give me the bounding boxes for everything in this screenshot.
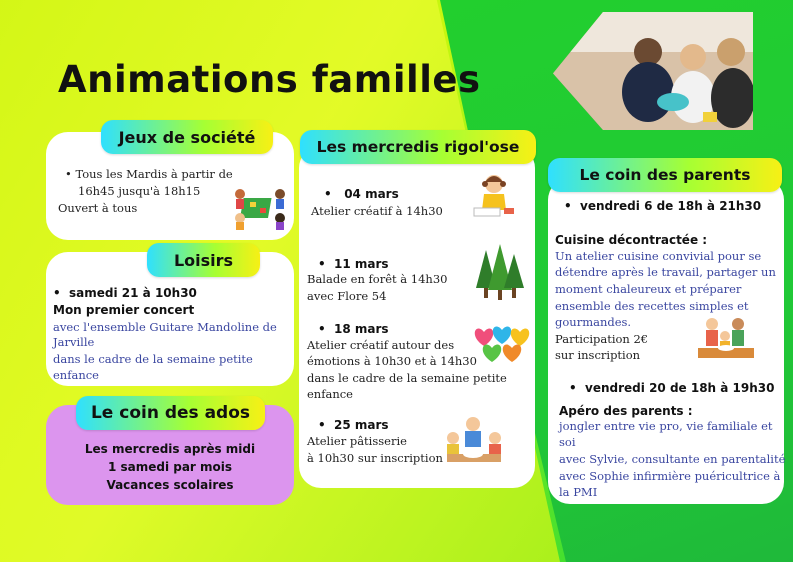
jeux-heading: Jeux de société	[101, 120, 273, 154]
parents-e3: avec Sylvie, consultante en parentalité	[559, 452, 786, 466]
parents-heading: Le coin des parents	[548, 158, 782, 192]
trees-icon	[474, 244, 524, 304]
ados-line3: Vacances scolaires	[106, 478, 234, 492]
board-game-icon	[232, 184, 288, 234]
parents-date2-text: vendredi 20 de 18h à 19h30	[585, 381, 775, 395]
parents-d6: Participation 2€	[555, 332, 649, 346]
pastry-workshop-icon	[443, 416, 505, 470]
loisirs-desc2: Jarville	[53, 335, 95, 349]
parents-date1-text: vendredi 6 de 18h à 21h30	[580, 199, 762, 213]
parents-d7: sur inscription	[555, 348, 641, 362]
parents-d4: ensemble des recettes simples et	[555, 299, 749, 313]
parents-e1: jongler entre vie pro, vie familiale et	[559, 419, 773, 433]
mercredi-line-2a: Balade en forêt à 14h30	[307, 272, 448, 286]
loisirs-desc1: avec l'ensemble Guitare Mandoline de	[53, 320, 277, 334]
parents-sub2: Apéro des parents :	[559, 404, 693, 418]
jeux-line1: • Tous les Mardis à partir de	[65, 167, 233, 181]
parents-d5: gourmandes.	[555, 315, 632, 329]
mercredi-date-3-text: 18 mars	[334, 322, 389, 336]
jeux-line1-text: Tous les Mardis à partir de	[75, 167, 233, 181]
jeux-line3: Ouvert à tous	[58, 201, 138, 215]
ados-heading: Le coin des ados	[76, 396, 265, 430]
page-title: Animations familles	[58, 58, 481, 101]
parents-d3: moment chaleureux et préparer	[555, 282, 742, 296]
mercredi-date-1: • 04 mars	[324, 187, 399, 201]
mercredi-date-2-text: 11 mars	[334, 257, 389, 271]
parents-d2: détendre après le travail, partager un	[555, 265, 776, 279]
parents-e4: avec Sophie infirmière puéricultrice à	[559, 469, 781, 483]
mercredi-line-1a: Atelier créatif à 14h30	[311, 204, 443, 218]
mercredi-line-4a: Atelier pâtisserie	[307, 434, 407, 448]
parents-e5: la PMI	[559, 485, 598, 499]
mercredi-date-2: • 11 mars	[318, 257, 389, 271]
mercredi-line-2b: avec Flore 54	[307, 289, 387, 303]
mercredi-date-1-text: 04 mars	[344, 187, 399, 201]
loisirs-desc3: dans le cadre de la semaine petite	[53, 352, 253, 366]
child-drawing-icon	[468, 172, 516, 222]
mercredis-heading: Les mercredis rigol'ose	[300, 130, 536, 164]
parents-date1: • vendredi 6 de 18h à 21h30	[564, 199, 762, 213]
mercredi-line-3d: enfance	[307, 387, 353, 401]
parents-e2: soi	[559, 435, 576, 449]
cooking-family-icon	[698, 316, 754, 366]
loisirs-event: Mon premier concert	[53, 303, 195, 317]
mercredi-line-3c: dans le cadre de la semaine petite	[307, 371, 507, 385]
parents-date2: • vendredi 20 de 18h à 19h30	[569, 381, 775, 395]
mercredi-line-3a: Atelier créatif autour des	[307, 338, 455, 352]
mercredi-date-4-text: 25 mars	[334, 418, 389, 432]
ados-line1: Les mercredis après midi	[84, 442, 256, 456]
loisirs-desc4: enfance	[53, 368, 99, 382]
loisirs-date-text: samedi 21 à 10h30	[69, 286, 197, 300]
mercredi-date-4: • 25 mars	[318, 418, 389, 432]
parents-sub1: Cuisine décontractée :	[555, 233, 708, 247]
loisirs-heading: Loisirs	[147, 243, 260, 277]
mercredi-line-3b: émotions à 10h30 et à 14h30	[307, 354, 477, 368]
mercredi-date-3: • 18 mars	[318, 322, 389, 336]
emotion-hearts-icon	[472, 322, 534, 368]
mercredi-line-4b: à 10h30 sur inscription	[307, 451, 443, 465]
parents-d1: Un atelier cuisine convivial pour se	[555, 249, 762, 263]
jeux-line2: 16h45 jusqu'à 18h15	[78, 184, 201, 198]
loisirs-date: • samedi 21 à 10h30	[53, 286, 197, 300]
ados-line2: 1 samedi par mois	[107, 460, 233, 474]
